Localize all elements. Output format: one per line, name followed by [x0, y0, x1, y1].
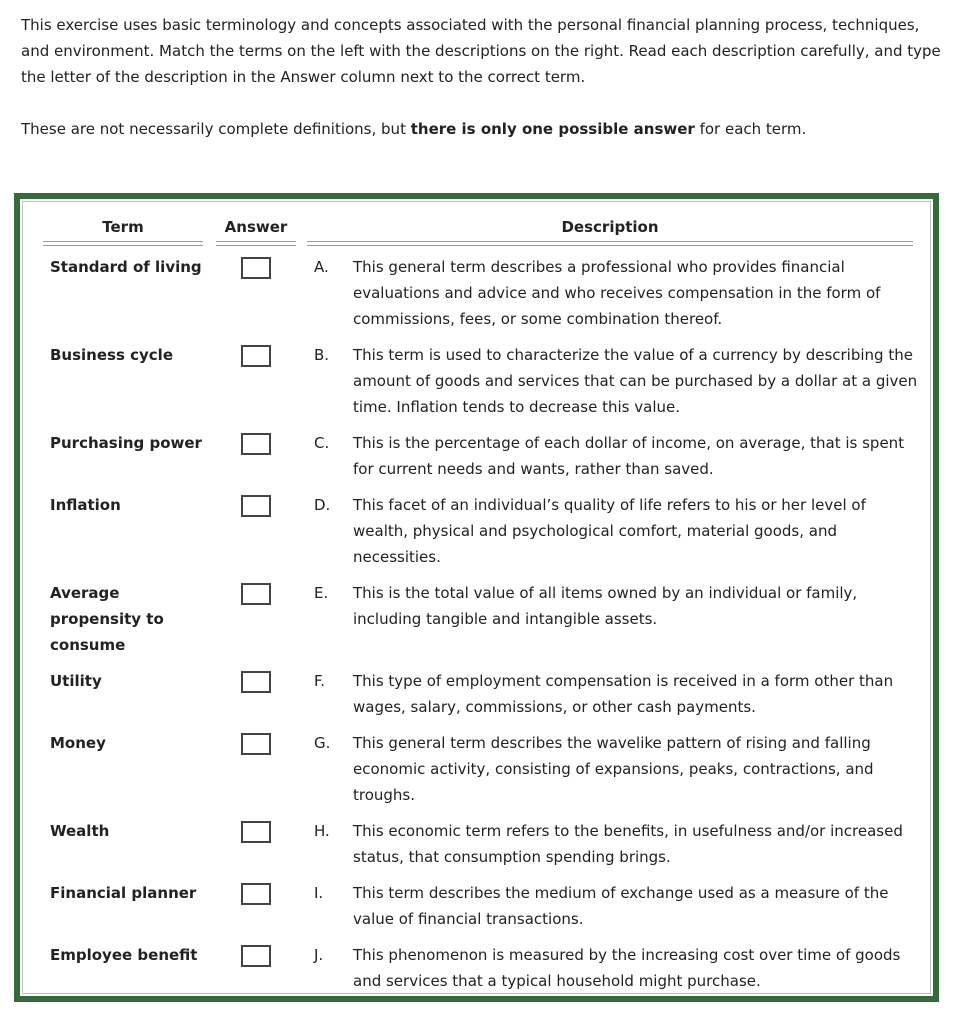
term-label: Inflation — [50, 496, 121, 514]
description-text: This term is used to characterize the value of a currency by describing the amount of goods and services that can be purchased by a dollar at a given time. Inflation tends to decrease this value. — [353, 346, 918, 416]
term-label: Utility — [50, 672, 102, 690]
instructions-text-before: These are not necessarily complete definitions, but — [21, 120, 411, 138]
term-label: Money — [50, 734, 106, 752]
description-letter: J. — [314, 946, 324, 964]
matching-table-inner — [22, 201, 931, 994]
description-text: This term describes the medium of exchange used as a measure of the value of financial transactions. — [353, 884, 889, 928]
description-letter: D. — [314, 496, 331, 514]
term-label: Financial planner — [50, 884, 197, 902]
answer-header-rule — [216, 241, 296, 246]
answer-input[interactable] — [241, 821, 271, 843]
answer-input[interactable] — [241, 583, 271, 605]
description-text: This economic term refers to the benefits, in usefulness and/or increased status, that consumption spending brings. — [353, 822, 903, 866]
term-label: Wealth — [50, 822, 110, 840]
answer-input[interactable] — [241, 433, 271, 455]
term-label: Purchasing power — [50, 434, 202, 452]
answer-input[interactable] — [241, 671, 271, 693]
description-text: This is the total value of all items owned by an individual or family, including tangible and intangible assets. — [353, 584, 858, 628]
description-text: This is the percentage of each dollar of income, on average, that is spent for current needs and wants, rather than saved. — [353, 434, 905, 478]
instructions-paragraph-2 — [21, 116, 946, 142]
description-letter: G. — [314, 734, 331, 752]
description-text: This type of employment compensation is received in a form other than wages, salary, commissions, or other cash payments. — [353, 672, 894, 716]
description-letter: A. — [314, 258, 329, 276]
answer-column-header: Answer — [224, 218, 288, 236]
term-header-rule — [43, 241, 203, 246]
answer-input[interactable] — [241, 883, 271, 905]
term-label: Business cycle — [50, 346, 173, 364]
instructions-text-after: for each term. — [694, 120, 807, 138]
answer-input[interactable] — [241, 945, 271, 967]
instructions — [21, 12, 946, 142]
description-letter: I. — [314, 884, 324, 902]
instructions-paragraph-1: This exercise uses basic terminology and concepts associated with the personal financial planning process, techniques, and environment. Match the terms on the left with the descriptions on the right. Read each description carefully, and type the letter of the description in the Answer column next to the correct term. — [21, 16, 941, 86]
answer-input[interactable] — [241, 733, 271, 755]
description-text: This general term describes a professional who provides financial evaluations and advice and who receives compensation in the form of commissions, fees, or some combination thereof. — [353, 258, 881, 328]
term-label: Average propensity to consume — [50, 584, 164, 654]
term-label: Standard of living — [50, 258, 202, 276]
description-text: This facet of an individual’s quality of life refers to his or her level of wealth, physical and psychological comfort, material goods, and necessities. — [353, 496, 866, 566]
answer-input[interactable] — [241, 257, 271, 279]
instructions-emphasis: there is only one possible answer — [410, 120, 695, 138]
description-letter: H. — [314, 822, 330, 840]
answer-input[interactable] — [241, 345, 271, 367]
description-header-rule — [307, 241, 913, 246]
matching-table — [14, 193, 939, 1002]
description-text: This phenomenon is measured by the increasing cost over time of goods and services that a typical household might purchase. — [353, 946, 901, 990]
description-column-header: Description — [561, 218, 659, 236]
description-letter: F. — [314, 672, 325, 690]
term-label: Employee benefit — [50, 946, 198, 964]
description-text: This general term describes the wavelike pattern of rising and falling economic activity, consisting of expansions, peaks, contractions, and troughs. — [353, 734, 874, 804]
description-letter: E. — [314, 584, 329, 602]
description-letter: B. — [314, 346, 330, 364]
answer-input[interactable] — [241, 495, 271, 517]
term-column-header: Term — [102, 218, 144, 236]
description-letter: C. — [314, 434, 330, 452]
